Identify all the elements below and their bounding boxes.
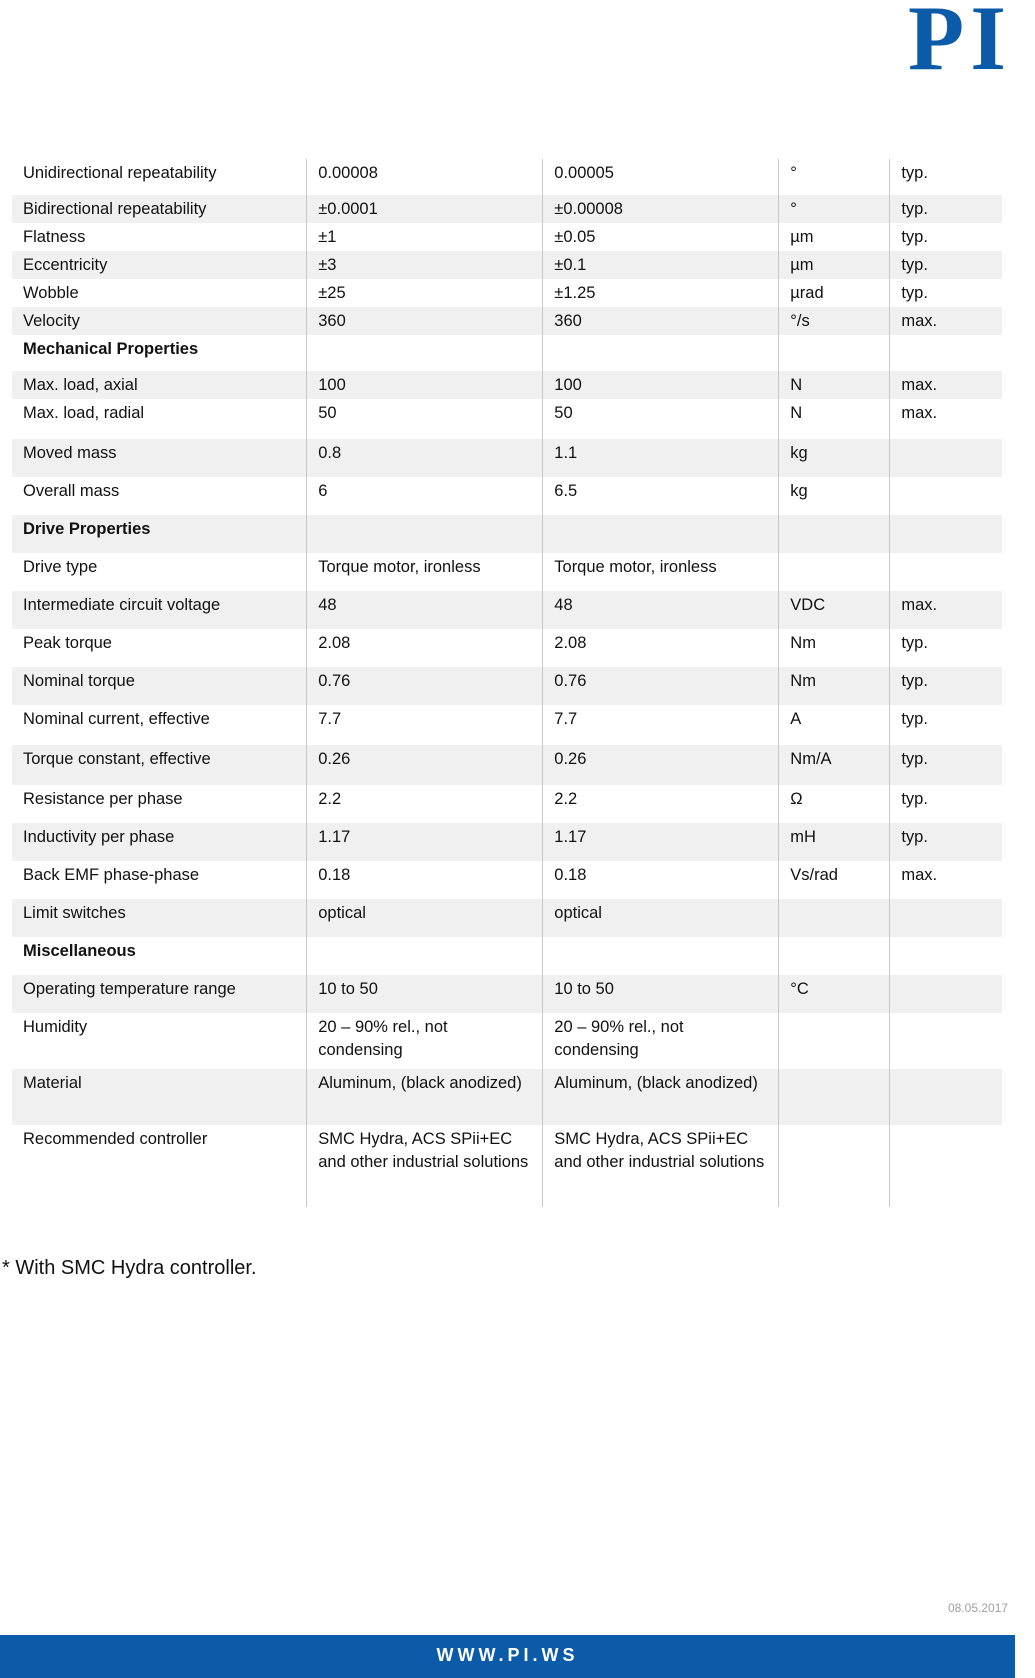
tolerance-note bbox=[890, 1125, 1002, 1207]
value-model-2: ±0.1 bbox=[543, 251, 779, 279]
table-row bbox=[12, 899, 1002, 937]
unit bbox=[779, 553, 890, 591]
unit bbox=[779, 1069, 890, 1125]
tolerance-note: typ. bbox=[890, 705, 1002, 745]
value-model-2: ±1.25 bbox=[543, 279, 779, 307]
tolerance-note: typ. bbox=[890, 823, 1002, 861]
row-label: Material bbox=[12, 1069, 307, 1125]
tolerance-note: typ. bbox=[890, 629, 1002, 667]
value-model-2: 2.2 bbox=[543, 785, 779, 823]
table-row bbox=[12, 629, 1002, 667]
tolerance-note bbox=[890, 335, 1002, 371]
tolerance-note: typ. bbox=[890, 785, 1002, 823]
row-label: Max. load, axial bbox=[12, 371, 307, 399]
value-model-1: 20 – 90% rel., not condensing bbox=[307, 1013, 543, 1069]
value-model-1: 360 bbox=[307, 307, 543, 335]
value-model-2: 0.76 bbox=[543, 667, 779, 705]
value-model-1: SMC Hydra, ACS SPii+EC and other industrial solutions bbox=[307, 1125, 543, 1207]
unit: ° bbox=[779, 195, 890, 223]
pi-logo: PI bbox=[908, 0, 1012, 89]
unit: ° bbox=[779, 159, 890, 195]
value-model-1 bbox=[307, 937, 543, 975]
table-row bbox=[12, 223, 1002, 251]
unit: A bbox=[779, 705, 890, 745]
row-label: Intermediate circuit voltage bbox=[12, 591, 307, 629]
tolerance-note bbox=[890, 1013, 1002, 1069]
tolerance-note: typ. bbox=[890, 279, 1002, 307]
row-label: Nominal torque bbox=[12, 667, 307, 705]
unit: Nm bbox=[779, 629, 890, 667]
section-title: Miscellaneous bbox=[23, 942, 136, 960]
value-model-2: 50 bbox=[543, 399, 779, 439]
value-model-1: 0.26 bbox=[307, 745, 543, 785]
unit: Ω bbox=[779, 785, 890, 823]
value-model-1: 2.2 bbox=[307, 785, 543, 823]
value-model-2: 10 to 50 bbox=[543, 975, 779, 1013]
table-row bbox=[12, 591, 1002, 629]
website-link[interactable]: WWW.PI.WS bbox=[436, 1645, 579, 1665]
tolerance-note bbox=[890, 439, 1002, 477]
row-label: Flatness bbox=[23, 228, 86, 246]
value-model-1: 10 to 50 bbox=[307, 975, 543, 1013]
value-model-1: 0.76 bbox=[307, 667, 543, 705]
tolerance-note bbox=[890, 975, 1002, 1013]
tolerance-note: typ. bbox=[890, 745, 1002, 785]
unit: mH bbox=[779, 823, 890, 861]
tolerance-note: typ. bbox=[890, 667, 1002, 705]
table-row bbox=[12, 307, 1002, 335]
value-model-1: 1.17 bbox=[307, 823, 543, 861]
unit: °/s bbox=[779, 307, 890, 335]
tolerance-note bbox=[890, 553, 1002, 591]
row-label: Overall mass bbox=[23, 482, 120, 500]
row-label: Max. load, radial bbox=[23, 404, 145, 422]
section-header-row bbox=[12, 515, 1002, 553]
value-model-1: ±1 bbox=[307, 223, 543, 251]
value-model-2: 6.5 bbox=[543, 477, 779, 515]
tolerance-note: max. bbox=[890, 861, 1002, 899]
row-label: Recommended controller bbox=[23, 1130, 208, 1148]
value-model-2 bbox=[543, 937, 779, 975]
table-row bbox=[12, 159, 1002, 195]
unit: VDC bbox=[779, 591, 890, 629]
unit: µrad bbox=[779, 279, 890, 307]
footer-bar bbox=[0, 1635, 1015, 1678]
tolerance-note: max. bbox=[890, 307, 1002, 335]
value-model-2: 0.18 bbox=[543, 861, 779, 899]
value-model-2: ±0.05 bbox=[543, 223, 779, 251]
value-model-2: 0.00005 bbox=[543, 159, 779, 195]
value-model-1: 48 bbox=[307, 591, 543, 629]
row-label: Humidity bbox=[23, 1018, 88, 1036]
row-label: Unidirectional repeatability bbox=[23, 164, 217, 182]
value-model-1: 2.08 bbox=[307, 629, 543, 667]
value-model-2 bbox=[543, 515, 779, 553]
table-row bbox=[12, 1013, 1002, 1069]
value-model-2: 1.1 bbox=[543, 439, 779, 477]
table-row bbox=[12, 195, 1002, 223]
row-label: Wobble bbox=[23, 284, 79, 302]
table-row bbox=[12, 251, 1002, 279]
unit: Nm bbox=[779, 667, 890, 705]
row-label: Inductivity per phase bbox=[12, 823, 307, 861]
unit bbox=[779, 937, 890, 975]
row-label: Operating temperature range bbox=[12, 975, 307, 1013]
unit: kg bbox=[779, 439, 890, 477]
table-row bbox=[12, 553, 1002, 591]
value-model-1: 0.00008 bbox=[307, 159, 543, 195]
table-row bbox=[12, 477, 1002, 515]
value-model-1: 0.18 bbox=[307, 861, 543, 899]
value-model-2: 360 bbox=[543, 307, 779, 335]
row-label: Moved mass bbox=[12, 439, 307, 477]
table-row bbox=[12, 667, 1002, 705]
value-model-2: 48 bbox=[543, 591, 779, 629]
value-model-2: 1.17 bbox=[543, 823, 779, 861]
value-model-1: ±0.0001 bbox=[307, 195, 543, 223]
tolerance-note: typ. bbox=[890, 223, 1002, 251]
table-row bbox=[12, 399, 1002, 439]
table-row bbox=[12, 439, 1002, 477]
tolerance-note: typ. bbox=[890, 159, 1002, 195]
unit: µm bbox=[779, 223, 890, 251]
row-label: Eccentricity bbox=[12, 251, 307, 279]
value-model-1: 50 bbox=[307, 399, 543, 439]
table-row bbox=[12, 1069, 1002, 1125]
unit: °C bbox=[779, 975, 890, 1013]
tolerance-note bbox=[890, 899, 1002, 937]
unit: N bbox=[779, 399, 890, 439]
document-date: 08.05.2017 bbox=[948, 1601, 1009, 1615]
table-row bbox=[12, 745, 1002, 785]
table-row bbox=[12, 1125, 1002, 1207]
tolerance-note bbox=[890, 937, 1002, 975]
value-model-2: 100 bbox=[543, 371, 779, 399]
row-label: Nominal current, effective bbox=[23, 710, 210, 728]
table-row bbox=[12, 705, 1002, 745]
value-model-2: 20 – 90% rel., not condensing bbox=[543, 1013, 779, 1069]
unit bbox=[779, 899, 890, 937]
value-model-2: optical bbox=[543, 899, 779, 937]
specifications-table bbox=[12, 159, 1002, 1207]
row-label: Resistance per phase bbox=[23, 790, 183, 808]
section-header-row bbox=[12, 335, 1002, 371]
value-model-2: 7.7 bbox=[543, 705, 779, 745]
table-row bbox=[12, 371, 1002, 399]
value-model-1: 0.8 bbox=[307, 439, 543, 477]
table-row bbox=[12, 861, 1002, 899]
table-row bbox=[12, 975, 1002, 1013]
row-label: Back EMF phase-phase bbox=[23, 866, 200, 884]
unit: µm bbox=[779, 251, 890, 279]
value-model-1: ±3 bbox=[307, 251, 543, 279]
value-model-2: Torque motor, ironless bbox=[543, 553, 779, 591]
section-title: Mechanical Properties bbox=[23, 340, 199, 358]
unit bbox=[779, 1013, 890, 1069]
tolerance-note bbox=[890, 515, 1002, 553]
tolerance-note: typ. bbox=[890, 251, 1002, 279]
value-model-1: 7.7 bbox=[307, 705, 543, 745]
value-model-1: 6 bbox=[307, 477, 543, 515]
unit: kg bbox=[779, 477, 890, 515]
tolerance-note bbox=[890, 1069, 1002, 1125]
tolerance-note: max. bbox=[890, 371, 1002, 399]
section-header-row bbox=[12, 937, 1002, 975]
row-label: Bidirectional repeatability bbox=[12, 195, 307, 223]
tolerance-note: max. bbox=[890, 399, 1002, 439]
value-model-2: SMC Hydra, ACS SPii+EC and other industrial solutions bbox=[543, 1125, 779, 1207]
value-model-2: Aluminum, (black anodized) bbox=[543, 1069, 779, 1125]
row-label: Drive type bbox=[23, 558, 98, 576]
value-model-1: Torque motor, ironless bbox=[307, 553, 543, 591]
value-model-1 bbox=[307, 335, 543, 371]
value-model-2: ±0.00008 bbox=[543, 195, 779, 223]
row-label: Peak torque bbox=[23, 634, 112, 652]
value-model-1: Aluminum, (black anodized) bbox=[307, 1069, 543, 1125]
unit bbox=[779, 335, 890, 371]
value-model-2 bbox=[543, 335, 779, 371]
value-model-2: 2.08 bbox=[543, 629, 779, 667]
table-row bbox=[12, 823, 1002, 861]
value-model-1 bbox=[307, 515, 543, 553]
value-model-2: 0.26 bbox=[543, 745, 779, 785]
value-model-1: 100 bbox=[307, 371, 543, 399]
tolerance-note: typ. bbox=[890, 195, 1002, 223]
row-label: Torque constant, effective bbox=[12, 745, 307, 785]
row-label: Velocity bbox=[12, 307, 307, 335]
unit bbox=[779, 515, 890, 553]
tolerance-note: max. bbox=[890, 591, 1002, 629]
unit: Nm/A bbox=[779, 745, 890, 785]
unit: Vs/rad bbox=[779, 861, 890, 899]
row-label: Limit switches bbox=[12, 899, 307, 937]
table-row bbox=[12, 279, 1002, 307]
unit: N bbox=[779, 371, 890, 399]
section-title: Drive Properties bbox=[12, 515, 307, 553]
value-model-1: optical bbox=[307, 899, 543, 937]
value-model-1: ±25 bbox=[307, 279, 543, 307]
table-row bbox=[12, 785, 1002, 823]
unit bbox=[779, 1125, 890, 1207]
tolerance-note bbox=[890, 477, 1002, 515]
footnote: * With SMC Hydra controller. bbox=[2, 1257, 257, 1279]
